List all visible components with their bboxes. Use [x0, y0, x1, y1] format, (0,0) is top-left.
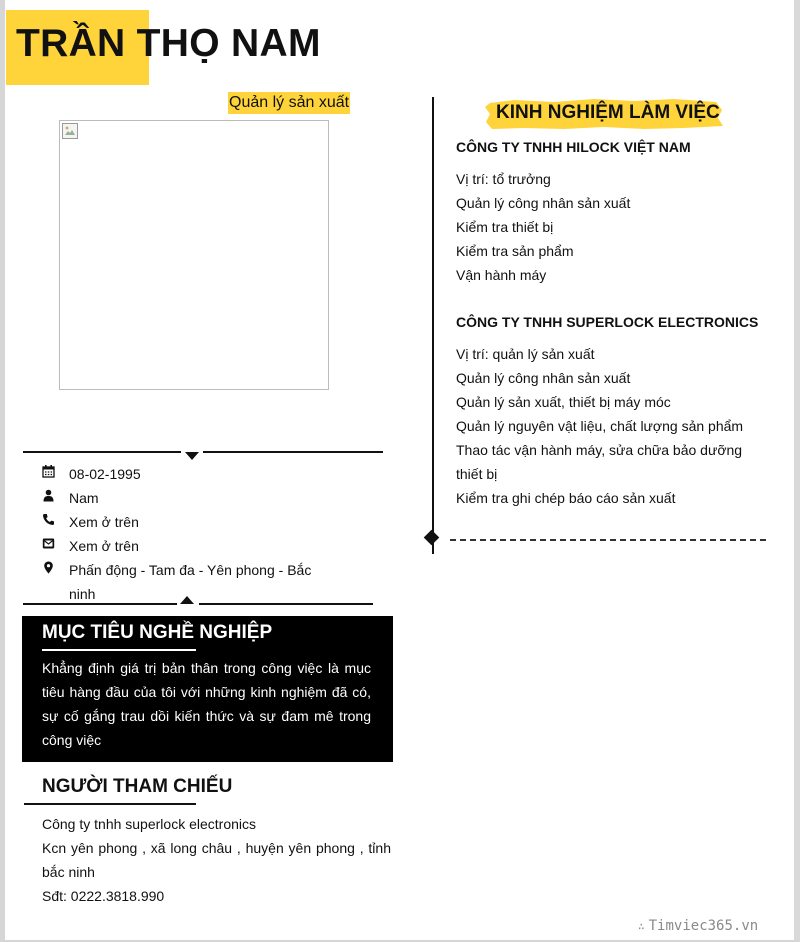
- references-title: NGƯỜI THAM CHIẾU: [42, 776, 233, 797]
- references-title-underline: [24, 803, 196, 805]
- calendar-icon: [42, 465, 55, 478]
- experience-title: KINH NGHIỆM LÀM VIỆC: [496, 102, 720, 123]
- timeline-dashed-rule: [450, 539, 766, 541]
- duty-item: Kiểm tra ghi chép báo cáo sản xuất: [456, 490, 676, 506]
- timeline-line: [432, 97, 434, 554]
- info-bottom-marker: [180, 596, 194, 604]
- watermark-text: Timviec365.vn: [648, 918, 759, 934]
- duty-item: Quản lý nguyên vật liệu, chất lượng sản phẩm: [456, 418, 744, 434]
- envelope-icon: [42, 537, 55, 550]
- duty-item: Quản lý công nhân sản xuất: [456, 370, 631, 386]
- birthdate-text: 08-02-1995: [69, 466, 141, 482]
- duty-item: Quản lý công nhân sản xuất: [456, 195, 631, 211]
- reference-address: Kcn yên phong , xã long châu , huyện yên phong , tỉnh bắc ninh: [42, 840, 391, 880]
- reference-phone: Sđt: 0222.3818.990: [42, 888, 165, 904]
- duty-item: Kiểm tra sản phẩm: [456, 243, 574, 259]
- objective-title: MỤC TIÊU NGHỀ NGHIỆP: [42, 622, 273, 643]
- duty-item: Kiểm tra thiết bị: [456, 219, 554, 235]
- user-icon: [42, 489, 55, 502]
- gender-text: Nam: [69, 490, 99, 506]
- objective-title-underline: [42, 649, 196, 651]
- profile-photo: [59, 120, 329, 390]
- info-row-address: [42, 558, 312, 602]
- info-row-phone: [42, 510, 139, 530]
- duty-item: Vận hành máy: [456, 267, 547, 283]
- info-row-gender: [42, 486, 99, 506]
- objective-text: Khẳng định giá trị bản thân trong công việc là mục tiêu hàng đầu của tôi với những kinh nghiệm đã có, sự cố gắng trau dồi kiến thức và sự đam mê trong công việc: [42, 660, 371, 748]
- company-hilock: CÔNG TY TNHH HILOCK VIỆT NAM: [456, 139, 691, 155]
- info-top-marker: [185, 452, 199, 460]
- timeline-end-diamond: [424, 530, 440, 546]
- page-edge-left: [0, 0, 5, 942]
- info-bottom-rule-left: [23, 603, 177, 605]
- info-row-email: [42, 534, 139, 554]
- candidate-name: TRẦN THỌ NAM: [16, 22, 321, 65]
- info-row-birthdate: [42, 462, 141, 482]
- phone-icon: [42, 513, 55, 526]
- info-top-rule-right: [203, 451, 383, 453]
- duty-item: Vị trí: tổ trưởng: [456, 171, 551, 187]
- watermark-dots-icon: ∴: [638, 920, 645, 933]
- info-top-rule-left: [23, 451, 181, 453]
- watermark: [638, 918, 758, 934]
- duty-item: Thao tác vận hành máy, sửa chữa bảo dưỡng thiết bị: [456, 442, 743, 482]
- email-text: Xem ở trên: [69, 538, 139, 554]
- duty-item: Vị trí: quản lý sản xuất: [456, 346, 595, 362]
- page-edge-right: [794, 0, 800, 942]
- job-title: Quản lý sản xuất: [228, 92, 350, 114]
- phone-text: Xem ở trên: [69, 514, 139, 530]
- address-text: Phấn động - Tam đa - Yên phong - Bắc ninh: [69, 562, 312, 602]
- map-pin-icon: [42, 561, 55, 574]
- company-superlock: CÔNG TY TNHH SUPERLOCK ELECTRONICS: [456, 314, 759, 330]
- duty-item: Quản lý sản xuất, thiết bị máy móc: [456, 394, 671, 410]
- reference-company: Công ty tnhh superlock electronics: [42, 816, 256, 832]
- info-bottom-rule-right: [199, 603, 373, 605]
- broken-image-icon: [62, 123, 78, 139]
- objective-section: [22, 616, 393, 762]
